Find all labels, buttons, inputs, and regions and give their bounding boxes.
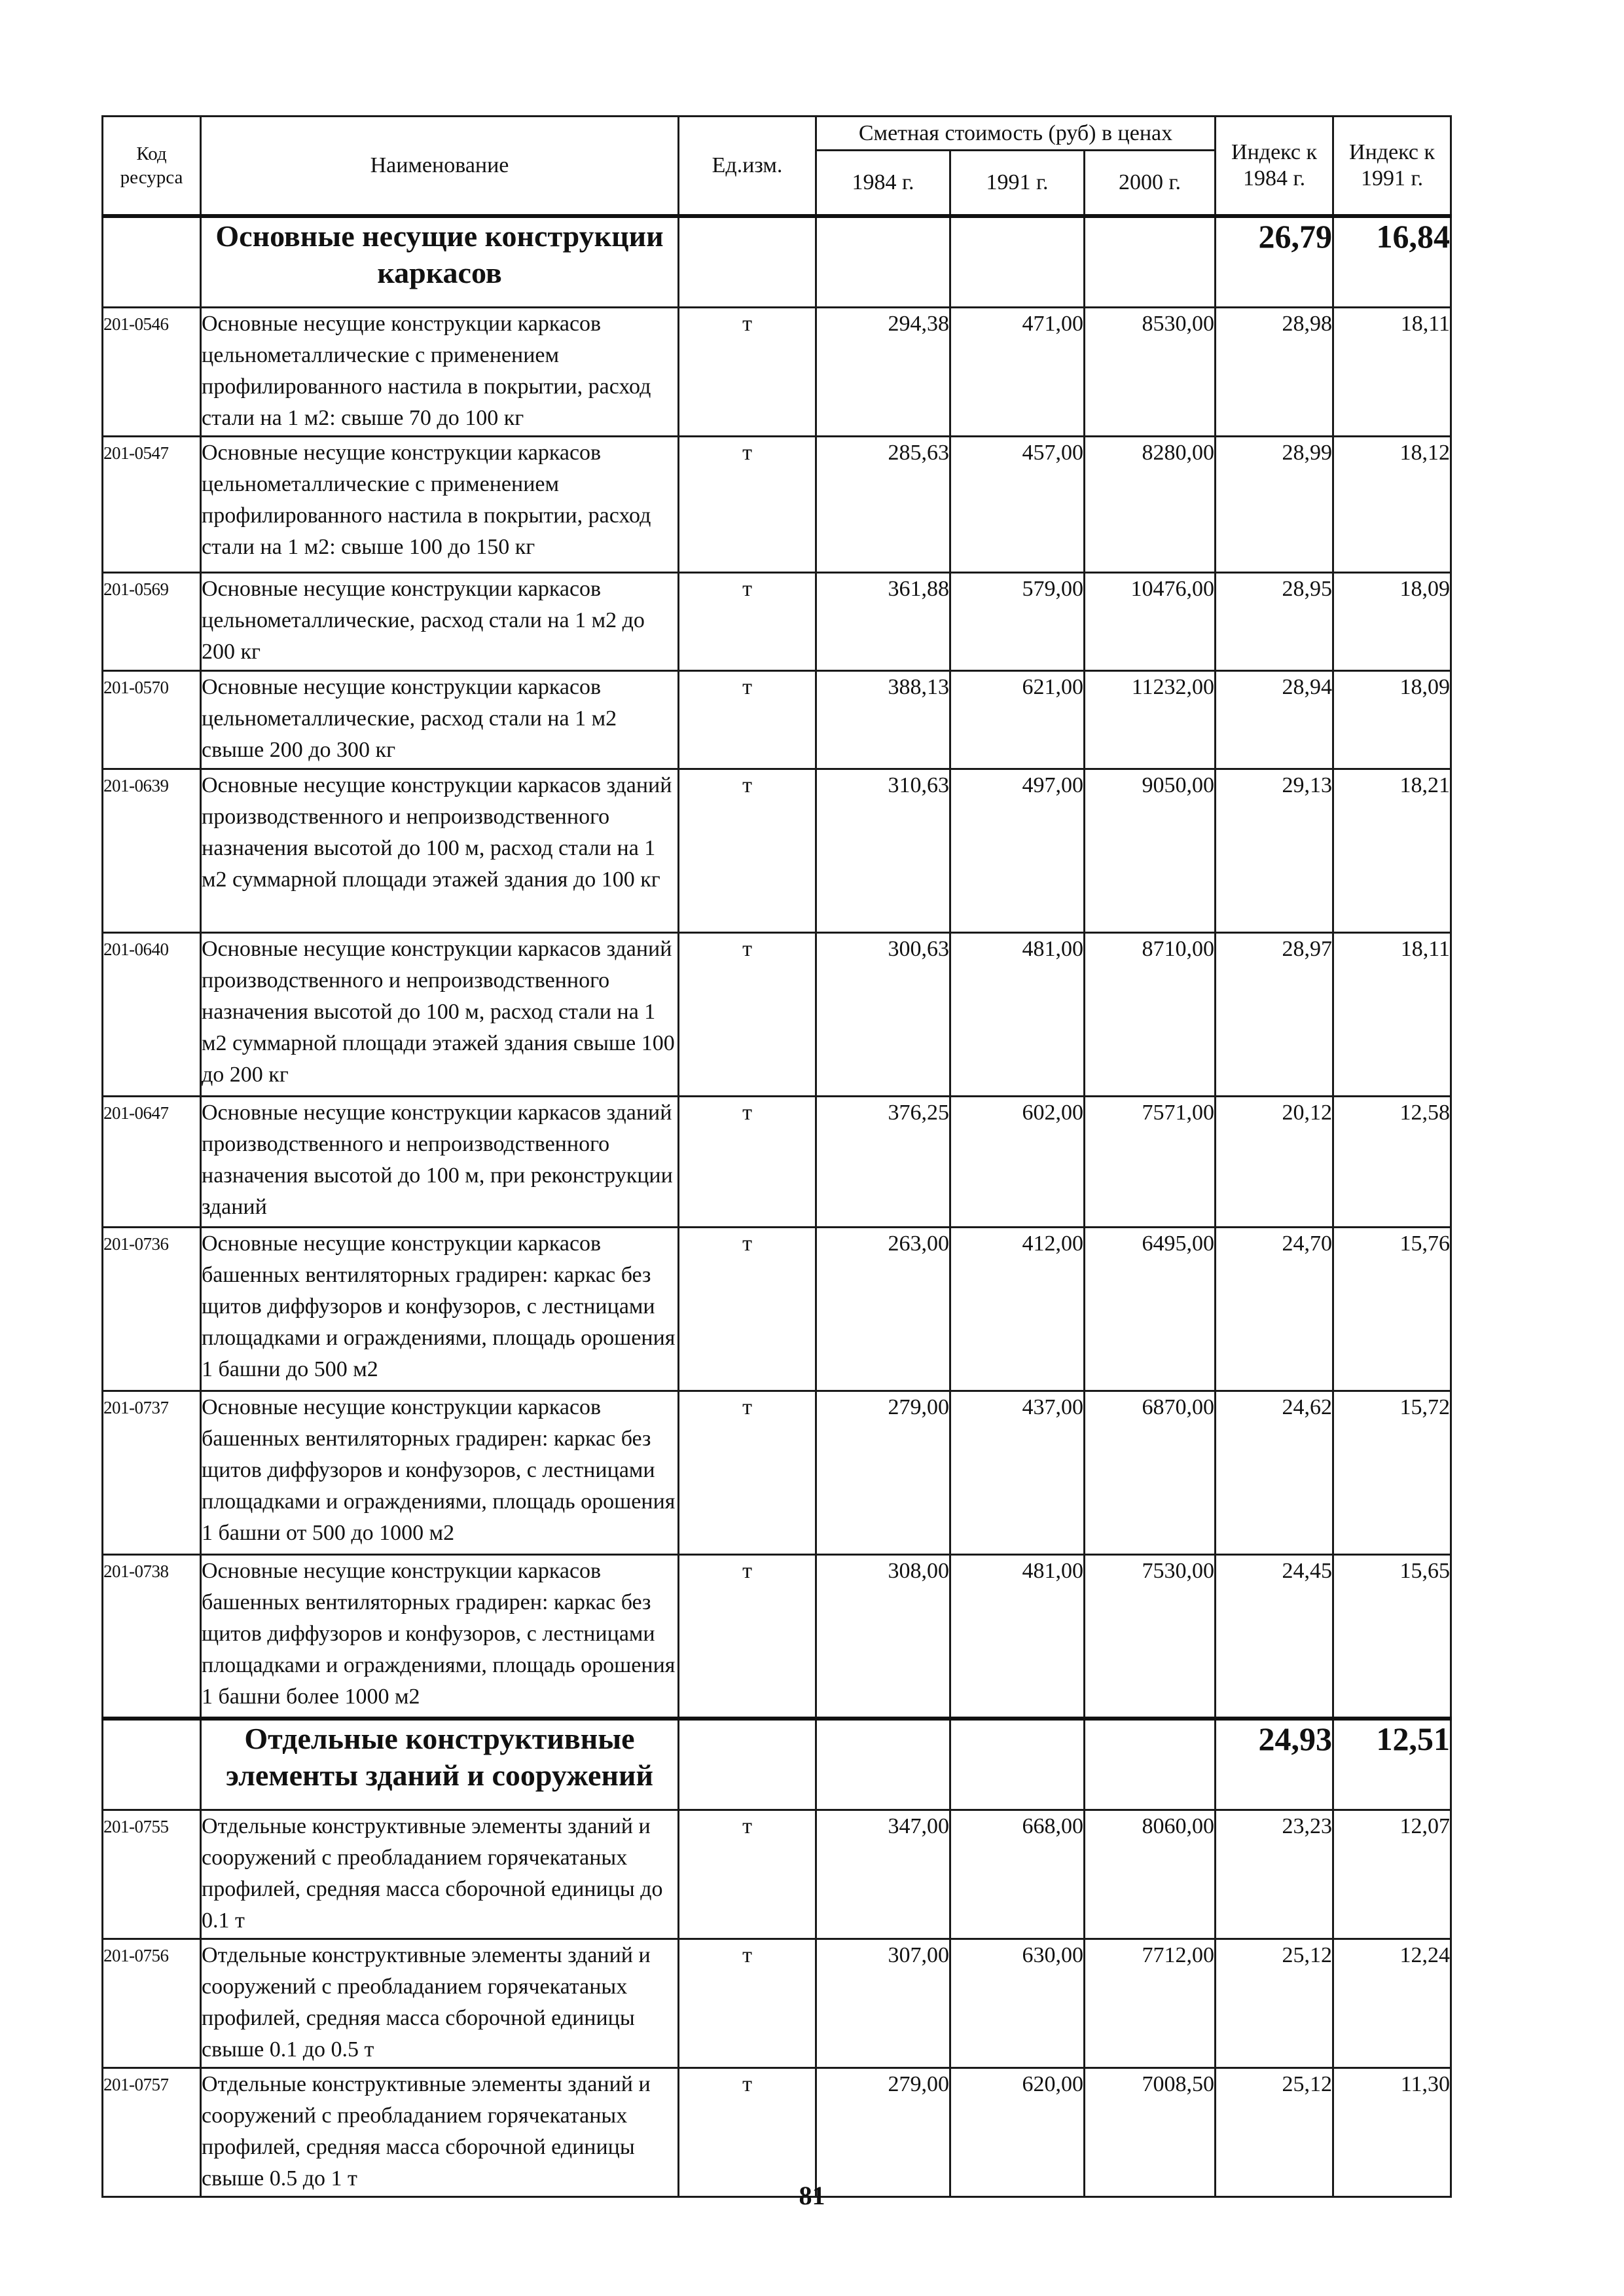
section-p1984-cell [816,1719,950,1810]
resource-name: Отдельные конструктивные элементы зданий и сооружений с преобладанием горячекатаных профилей, средняя масса сборочной единицы до 0.1 т [201,1810,679,1939]
resource-name: Основные несущие конструкции каркасов башенных вентиляторных градирен: каркас без щитов диффузоров и конфузоров, с лестницами площадками и ограждениями, площадь орошения 1 башни более 1000 м2 [201,1555,679,1719]
price-2000: 7530,00 [1085,1555,1216,1719]
price-1991: 481,00 [950,1555,1085,1719]
index-1984: 25,12 [1216,1939,1333,2068]
price-1991: 457,00 [950,437,1085,573]
price-2000: 7712,00 [1085,1939,1216,2068]
index-1984: 28,95 [1216,573,1333,671]
price-1984: 376,25 [816,1097,950,1228]
table-row [103,769,1451,933]
price-1984: 347,00 [816,1810,950,1939]
table-row [103,308,1451,437]
resource-code: 201-0738 [103,1555,201,1719]
index-1984: 23,23 [1216,1810,1333,1939]
price-1984: 294,38 [816,308,950,437]
price-1991: 668,00 [950,1810,1085,1939]
table-row [103,1391,1451,1555]
section-unit-cell [679,216,816,308]
index-1991: 18,09 [1333,573,1451,671]
price-1991: 602,00 [950,1097,1085,1228]
header-year-1984: 1984 г. [816,151,950,216]
resource-name: Основные несущие конструкции каркасов зданий производственного и непроизводственного назначения высотой до 100 м, расход стали на 1 м2 суммарной площади этажей здания свыше 100 до 200 кг [201,933,679,1097]
resource-unit: т [679,573,816,671]
index-1991: 12,58 [1333,1097,1451,1228]
header-index-1991: Индекс к 1991 г. [1333,117,1451,216]
resource-unit: т [679,437,816,573]
price-1991: 621,00 [950,671,1085,769]
price-1984: 263,00 [816,1228,950,1391]
header-year-1991: 1991 г. [950,151,1085,216]
table-row [103,1097,1451,1228]
resource-unit: т [679,2068,816,2197]
price-2000: 11232,00 [1085,671,1216,769]
resource-name: Основные несущие конструкции каркасов зданий производственного и непроизводственного назначения высотой до 100 м, при реконструкции зданий [201,1097,679,1228]
price-1991: 620,00 [950,2068,1085,2197]
resource-name: Основные несущие конструкции каркасов цельнометаллические с применением профилированного настила в покрытии, расход стали на 1 м2: свыше 100 до 150 кг [201,437,679,573]
index-1991: 18,09 [1333,671,1451,769]
section-p1984-cell [816,216,950,308]
price-2000: 7571,00 [1085,1097,1216,1228]
section-p1991-cell [950,216,1085,308]
price-1984: 279,00 [816,2068,950,2197]
index-1984: 28,94 [1216,671,1333,769]
resource-unit: т [679,1228,816,1391]
price-2000: 6870,00 [1085,1391,1216,1555]
page-number: 81 [799,2181,825,2210]
index-1991: 15,65 [1333,1555,1451,1719]
index-1984: 28,98 [1216,308,1333,437]
resource-price-table [101,115,1452,2198]
resource-code: 201-0757 [103,2068,201,2197]
resource-unit: т [679,1939,816,2068]
price-2000: 9050,00 [1085,769,1216,933]
price-1991: 412,00 [950,1228,1085,1391]
table-row [103,2068,1451,2197]
price-2000: 10476,00 [1085,573,1216,671]
resource-name: Основные несущие конструкции каркасов цельнометаллические, расход стали на 1 м2 до 200 кг [201,573,679,671]
index-1991: 11,30 [1333,2068,1451,2197]
resource-name: Отдельные конструктивные элементы зданий и сооружений с преобладанием горячекатаных профилей, средняя масса сборочной единицы свыше 0.1 до 0.5 т [201,1939,679,2068]
resource-name: Основные несущие конструкции каркасов башенных вентиляторных градирен: каркас без щитов диффузоров и конфузоров, с лестницами площадками и ограждениями, площадь орошения 1 башни от 500 до 1000 м2 [201,1391,679,1555]
resource-unit: т [679,671,816,769]
resource-name: Основные несущие конструкции каркасов цельнометаллические, расход стали на 1 м2 свыше 200 до 300 кг [201,671,679,769]
price-2000: 7008,50 [1085,2068,1216,2197]
index-1984: 25,12 [1216,2068,1333,2197]
resource-name: Отдельные конструктивные элементы зданий и сооружений с преобладанием горячекатаных профилей, средняя масса сборочной единицы свыше 0.5 до 1 т [201,2068,679,2197]
price-1984: 361,88 [816,573,950,671]
resource-code: 201-0547 [103,437,201,573]
resource-unit: т [679,1555,816,1719]
resource-name: Основные несущие конструкции каркасов зданий производственного и непроизводственного назначения высотой до 100 м, расход стали на 1 м2 суммарной площади этажей здания до 100 кг [201,769,679,933]
price-1991: 630,00 [950,1939,1085,2068]
resource-code: 201-0546 [103,308,201,437]
price-2000: 8280,00 [1085,437,1216,573]
table-body [103,216,1451,2197]
price-1984: 388,13 [816,671,950,769]
price-1984: 310,63 [816,769,950,933]
index-1991: 18,11 [1333,308,1451,437]
section-unit-cell [679,1719,816,1810]
price-1984: 300,63 [816,933,950,1097]
price-1991: 497,00 [950,769,1085,933]
section-row [103,216,1451,308]
index-1984: 24,45 [1216,1555,1333,1719]
header-cost-group: Сметная стоимость (руб) в ценах [816,117,1216,151]
resource-code: 201-0640 [103,933,201,1097]
table-row [103,1939,1451,2068]
table-row [103,437,1451,573]
resource-unit: т [679,1810,816,1939]
index-1991: 15,72 [1333,1391,1451,1555]
index-1984: 20,12 [1216,1097,1333,1228]
price-1991: 481,00 [950,933,1085,1097]
index-1984: 29,13 [1216,769,1333,933]
resource-code: 201-0737 [103,1391,201,1555]
price-1984: 308,00 [816,1555,950,1719]
resource-code: 201-0647 [103,1097,201,1228]
table-row [103,933,1451,1097]
price-2000: 8530,00 [1085,308,1216,437]
resource-unit: т [679,1097,816,1228]
price-1984: 279,00 [816,1391,950,1555]
table-row [103,671,1451,769]
section-code-cell [103,1719,201,1810]
resource-code: 201-0639 [103,769,201,933]
header-year-2000: 2000 г. [1085,151,1216,216]
section-index-1991: 16,84 [1333,216,1451,308]
index-1991: 12,24 [1333,1939,1451,2068]
index-1984: 28,97 [1216,933,1333,1097]
price-2000: 8060,00 [1085,1810,1216,1939]
resource-unit: т [679,1391,816,1555]
resource-code: 201-0570 [103,671,201,769]
price-1991: 437,00 [950,1391,1085,1555]
section-index-1991: 12,51 [1333,1719,1451,1810]
index-1991: 18,21 [1333,769,1451,933]
header-name: Наименование [201,117,679,216]
price-1984: 285,63 [816,437,950,573]
resource-code: 201-0569 [103,573,201,671]
price-1991: 579,00 [950,573,1085,671]
table-row [103,1810,1451,1939]
resource-name: Основные несущие конструкции каркасов башенных вентиляторных градирен: каркас без щитов диффузоров и конфузоров, с лестницами площадками и ограждениями, площадь орошения 1 башни до 500 м2 [201,1228,679,1391]
section-index-1984: 26,79 [1216,216,1333,308]
section-p1991-cell [950,1719,1085,1810]
index-1984: 28,99 [1216,437,1333,573]
resource-code: 201-0755 [103,1810,201,1939]
index-1991: 15,76 [1333,1228,1451,1391]
resource-name: Основные несущие конструкции каркасов цельнометаллические с применением профилированного настила в покрытии, расход стали на 1 м2: свыше 70 до 100 кг [201,308,679,437]
table-row [103,1555,1451,1719]
index-1984: 24,62 [1216,1391,1333,1555]
header-unit: Ед.изм. [679,117,816,216]
section-p2000-cell [1085,1719,1216,1810]
section-code-cell [103,216,201,308]
section-title: Основные несущие конструкции каркасов [201,216,679,308]
index-1991: 18,12 [1333,437,1451,573]
index-1991: 12,07 [1333,1810,1451,1939]
section-p2000-cell [1085,216,1216,308]
header-code: Код ресурса [103,117,201,216]
section-index-1984: 24,93 [1216,1719,1333,1810]
resource-unit: т [679,769,816,933]
index-1984: 24,70 [1216,1228,1333,1391]
price-2000: 8710,00 [1085,933,1216,1097]
table-row [103,573,1451,671]
resource-code: 201-0756 [103,1939,201,2068]
section-row [103,1719,1451,1810]
price-1984: 307,00 [816,1939,950,2068]
price-1991: 471,00 [950,308,1085,437]
section-title: Отдельные конструктивные элементы зданий и сооружений [201,1719,679,1810]
price-2000: 6495,00 [1085,1228,1216,1391]
resource-unit: т [679,933,816,1097]
resource-code: 201-0736 [103,1228,201,1391]
resource-unit: т [679,308,816,437]
table-row [103,1228,1451,1391]
header-index-1984: Индекс к 1984 г. [1216,117,1333,216]
index-1991: 18,11 [1333,933,1451,1097]
